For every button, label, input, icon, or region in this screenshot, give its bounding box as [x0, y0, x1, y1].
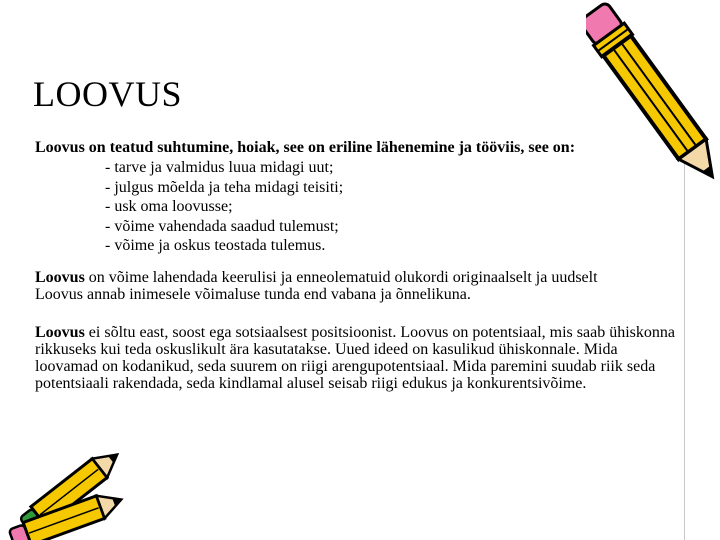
- keyword: Loovus: [35, 323, 85, 341]
- loovus-list: [35, 158, 675, 256]
- paragraph-definition: [35, 269, 675, 303]
- list-item: - võime vahendada saadud tulemust;: [105, 217, 339, 235]
- list-item: - usk oma loovusse;: [105, 198, 233, 215]
- list-item: - tarve ja valmidus luua midagi uut;: [105, 159, 334, 176]
- paragraph-text: on võime lahendada keerulisi ja enneolematuid olukordi originaalselt ja uudselt: [84, 268, 598, 286]
- keyword: Loovus: [35, 268, 85, 286]
- intro-text: Loovus on teatud suhtumine, hoiak, see on eriline lähenemine ja tööviis, see on:: [35, 139, 576, 156]
- paragraph-society: [35, 324, 675, 392]
- paragraph-text: Loovus annab inimesele võimaluse tunda end vabana ja õnnelikuna.: [35, 285, 471, 303]
- slide-body: [35, 138, 675, 392]
- slide-title: LOOVUS: [33, 74, 183, 114]
- pencils-icon: [0, 430, 150, 540]
- list-item: - julgus mõelda ja teha midagi teisiti;: [105, 178, 344, 196]
- list-item: - võime ja oskus teostada tulemus.: [105, 237, 326, 254]
- paragraph-text: ei sõltu east, soost ega sotsiaalsest positsioonist. Loovus on potentsiaal, mis saab ühiskonna rikkuseks kui teda oskuslikult ära kasutatakse. Uued ideed on kasulikud ühiskonnale. Mida loovamad on kodanikud, seda suurem on riigi arengupotentsiaal. Mida paremini suudab riik seda potentsiaali rakendada, seda kindlamal alusel seisab riigi edukus ja konkurentsivõime.: [35, 323, 675, 392]
